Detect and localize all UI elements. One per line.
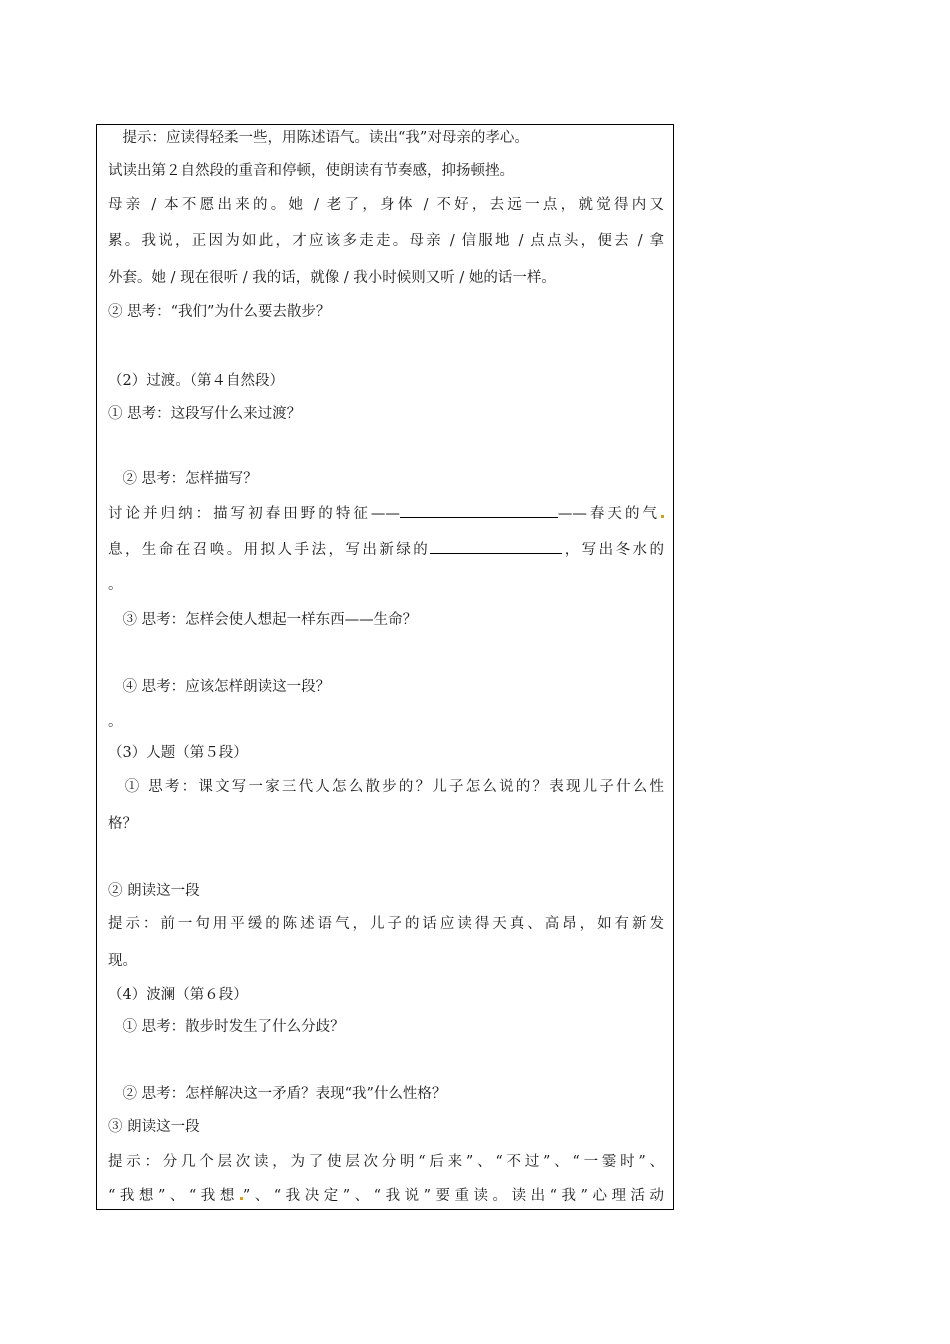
question-line: ② 思考：怎样描写？ bbox=[108, 471, 258, 487]
question-line: ② 思考：“我们”为什么要去散步？ bbox=[108, 304, 331, 320]
instruction-line: 试读出第２自然段的重音和停顿，使朗读有节奏感，抑扬顿挫。 bbox=[108, 163, 514, 179]
section-heading-4: （4）波澜（第６段） bbox=[108, 987, 248, 1003]
section-heading-3: （3）人题（第５段） bbox=[108, 745, 248, 761]
hint-line-3 bbox=[108, 1186, 664, 1206]
summary-line-1 bbox=[108, 503, 664, 524]
hint-line-3: 提示：分几个层次读，为了使层次分明“后来”、“不过”、“一霎时”、 bbox=[108, 1154, 664, 1170]
hint-line-2: 提示：前一句用平缓的陈述语气，儿子的话应读得天真、高昂，如有新发 bbox=[108, 916, 664, 932]
summary-text: ，写出冬水的 bbox=[562, 542, 665, 558]
reading-line: ② 朗读这一段 bbox=[108, 883, 200, 899]
hint-line-2: 现。 bbox=[108, 953, 137, 969]
hint-text: “我想”、“我想 bbox=[108, 1188, 239, 1204]
summary-line-2 bbox=[108, 539, 664, 560]
passage-line-1: 母亲 / 本不愿出来的。她 / 老了，身体 / 不好，去远一点，就觉得内又 bbox=[108, 197, 664, 213]
passage-line-2: 累。我说，正因为如此，才应该多走走。母亲 / 信服地 / 点点头，便去 / 拿 bbox=[108, 233, 664, 249]
question-line: ① 思考：课文写一家三代人怎么散步的？儿子怎么说的？表现儿子什么性 bbox=[108, 779, 664, 795]
hint-line-1: 提示：应读得轻柔一些，用陈述语气。读出“我”对母亲的孝心。 bbox=[108, 130, 529, 146]
question-line: ① 思考：散步时发生了什么分歧？ bbox=[108, 1019, 345, 1035]
question-line: ① 思考：这段写什么来过渡？ bbox=[108, 406, 302, 422]
fill-blank[interactable] bbox=[430, 539, 562, 554]
passage-line-3: 外套。她 / 现在很听 / 我的话，就像 / 我小时候则又听 / 她的话一样。 bbox=[108, 270, 556, 286]
question-line: ③ 思考：怎样会使人想起一样东西——生命？ bbox=[108, 612, 418, 628]
question-line: ② 思考：怎样解决这一矛盾？表现“我”什么性格？ bbox=[108, 1086, 447, 1102]
summary-text: 息，生命在召唤。用拟人手法，写出新绿的 bbox=[108, 542, 431, 558]
annotation-mark bbox=[661, 515, 664, 518]
reading-line: ③ 朗读这一段 bbox=[108, 1119, 200, 1135]
hint-text: ”、“我决定”、“我说”要重读。读出“我”心理活动 bbox=[242, 1188, 664, 1204]
section-heading-2: （2）过渡。（第４自然段） bbox=[108, 373, 284, 389]
summary-text: 讨论并归纳：描写初春田野的特征—— bbox=[108, 506, 400, 522]
question-line: ④ 思考：应该怎样朗读这一段？ bbox=[108, 679, 331, 695]
summary-line-3: 。 bbox=[108, 577, 123, 593]
question-line: 格？ bbox=[108, 816, 137, 832]
answer-line: 。 bbox=[108, 714, 123, 730]
summary-text: ——春天的气 bbox=[557, 506, 660, 522]
fill-blank[interactable] bbox=[400, 503, 558, 518]
